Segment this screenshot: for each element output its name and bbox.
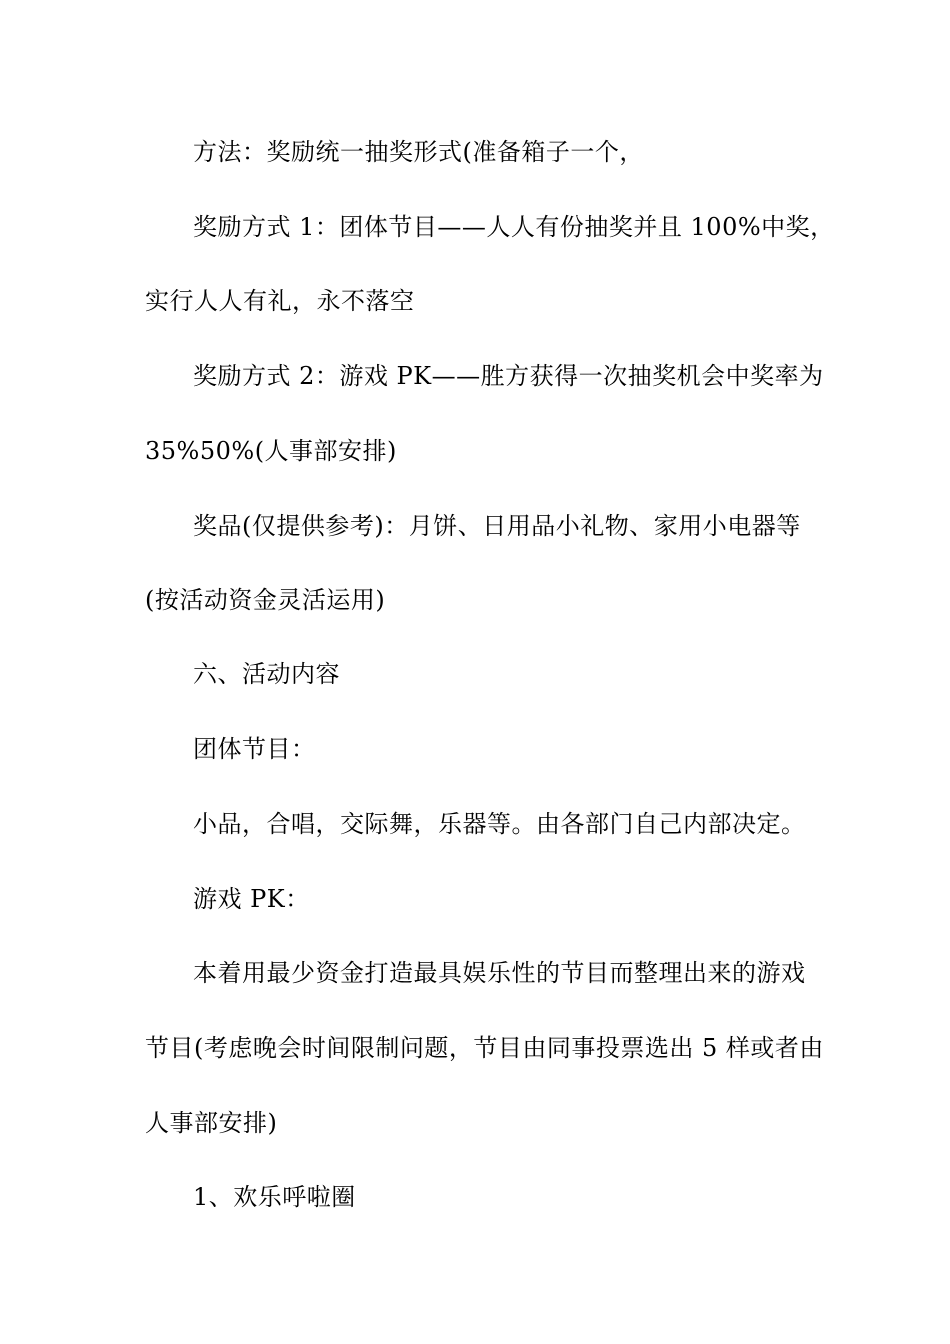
subheading-game-pk: 游戏 PK：: [193, 885, 310, 913]
section-heading-activity: 六、活动内容: [193, 660, 340, 688]
paragraph-reward-1: 奖励方式 1：团体节目——人人有份抽奖并且 100%中奖，: [193, 213, 835, 241]
paragraph-game-pk-end: 人事部安排): [145, 1109, 278, 1137]
list-item-1: 1、欢乐呼啦圈: [193, 1183, 356, 1211]
subheading-group-program: 团体节目：: [193, 735, 316, 763]
paragraph-group-program: 小品，合唱，交际舞，乐器等。由各部门自己内部决定。: [193, 810, 806, 838]
paragraph-prizes: 奖品(仅提供参考)：月饼、日用品小礼物、家用小电器等: [193, 512, 801, 540]
paragraph-reward-2-cont: 35%50%(人事部安排): [145, 437, 397, 465]
paragraph-game-pk: 本着用最少资金打造最具娱乐性的节目而整理出来的游戏: [193, 959, 806, 987]
paragraph-game-pk-cont: 节目(考虑晚会时间限制问题，节目由同事投票选出 5 样或者由: [145, 1034, 824, 1062]
paragraph-method: 方法：奖励统一抽奖形式(准备箱子一个，: [193, 138, 644, 166]
paragraph-reward-2: 奖励方式 2：游戏 PK——胜方获得一次抽奖机会中奖率为: [193, 362, 824, 390]
paragraph-reward-1-cont: 实行人人有礼，永不落空: [145, 287, 415, 315]
paragraph-prizes-cont: (按活动资金灵活运用): [145, 586, 386, 614]
